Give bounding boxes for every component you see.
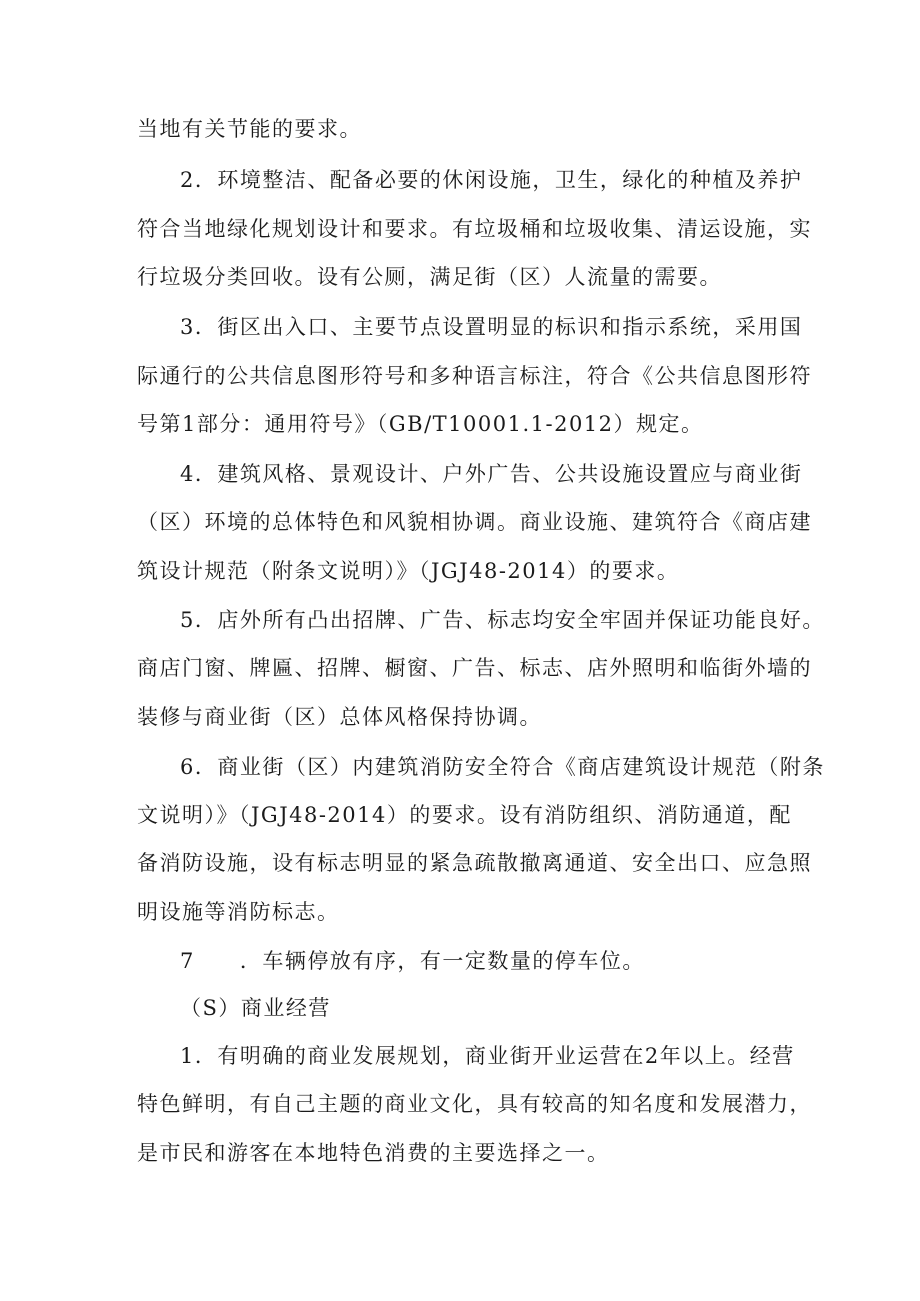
text-line: （区）环境的总体特色和风貌相协调。商业设施、建筑符合《商店建	[137, 510, 812, 534]
text-line: 5．店外所有凸出招牌、广告、标志均安全牢固并保证功能良好。	[180, 608, 825, 632]
text-line: 3．街区出入口、主要节点设置明显的标识和指示系统，采用国	[180, 315, 803, 339]
text-line: 1．有明确的商业发展规划，商业街开业运营在2年以上。经营	[180, 1044, 795, 1068]
text-line: 筑设计规范（附条文说明）》（JGJ48-2014）的要求。	[137, 559, 680, 583]
text-line: 特色鲜明，有自己主题的商业文化，具有较高的知名度和发展潜力，	[137, 1092, 812, 1116]
text-line: 文说明）》（JGJ48-2014）的要求。设有消防组织、消防通道，配	[137, 803, 792, 827]
text-line: 7 ．车辆停放有序，有一定数量的停车位。	[180, 949, 645, 973]
section-heading: （S）商业经营	[180, 996, 331, 1020]
text-line: 备消防设施，设有标志明显的紧急疏散撤离通道、安全出口、应急照	[137, 851, 812, 875]
text-line: 6．商业街（区）内建筑消防安全符合《商店建筑设计规范（附条	[180, 755, 825, 779]
text-line: 明设施等消防标志。	[137, 900, 340, 924]
text-line: 当地有关节能的要求。	[137, 117, 362, 141]
text-line: 是市民和游客在本地特色消费的主要选择之一。	[137, 1141, 610, 1165]
text-line: 商店门窗、牌匾、招牌、橱窗、广告、标志、店外照明和临街外墙的	[137, 656, 812, 680]
text-line: 号第1部分：通用符号》（GB/T10001.1-2012）规定。	[137, 412, 704, 436]
text-line: 4．建筑风格、景观设计、户外广告、公共设施设置应与商业街	[180, 462, 803, 486]
text-line: 装修与商业街（区）总体风格保持协调。	[137, 705, 542, 729]
text-line: 2．环境整洁、配备必要的休闲设施，卫生，绿化的种植及养护	[180, 168, 803, 192]
text-line: 际通行的公共信息图形符号和多种语言标注，符合《公共信息图形符	[137, 364, 812, 388]
text-line: 行垃圾分类回收。设有公厕，满足街（区）人流量的需要。	[137, 265, 722, 289]
text-line: 符合当地绿化规划设计和要求。有垃圾桶和垃圾收集、清运设施，实	[137, 217, 812, 241]
